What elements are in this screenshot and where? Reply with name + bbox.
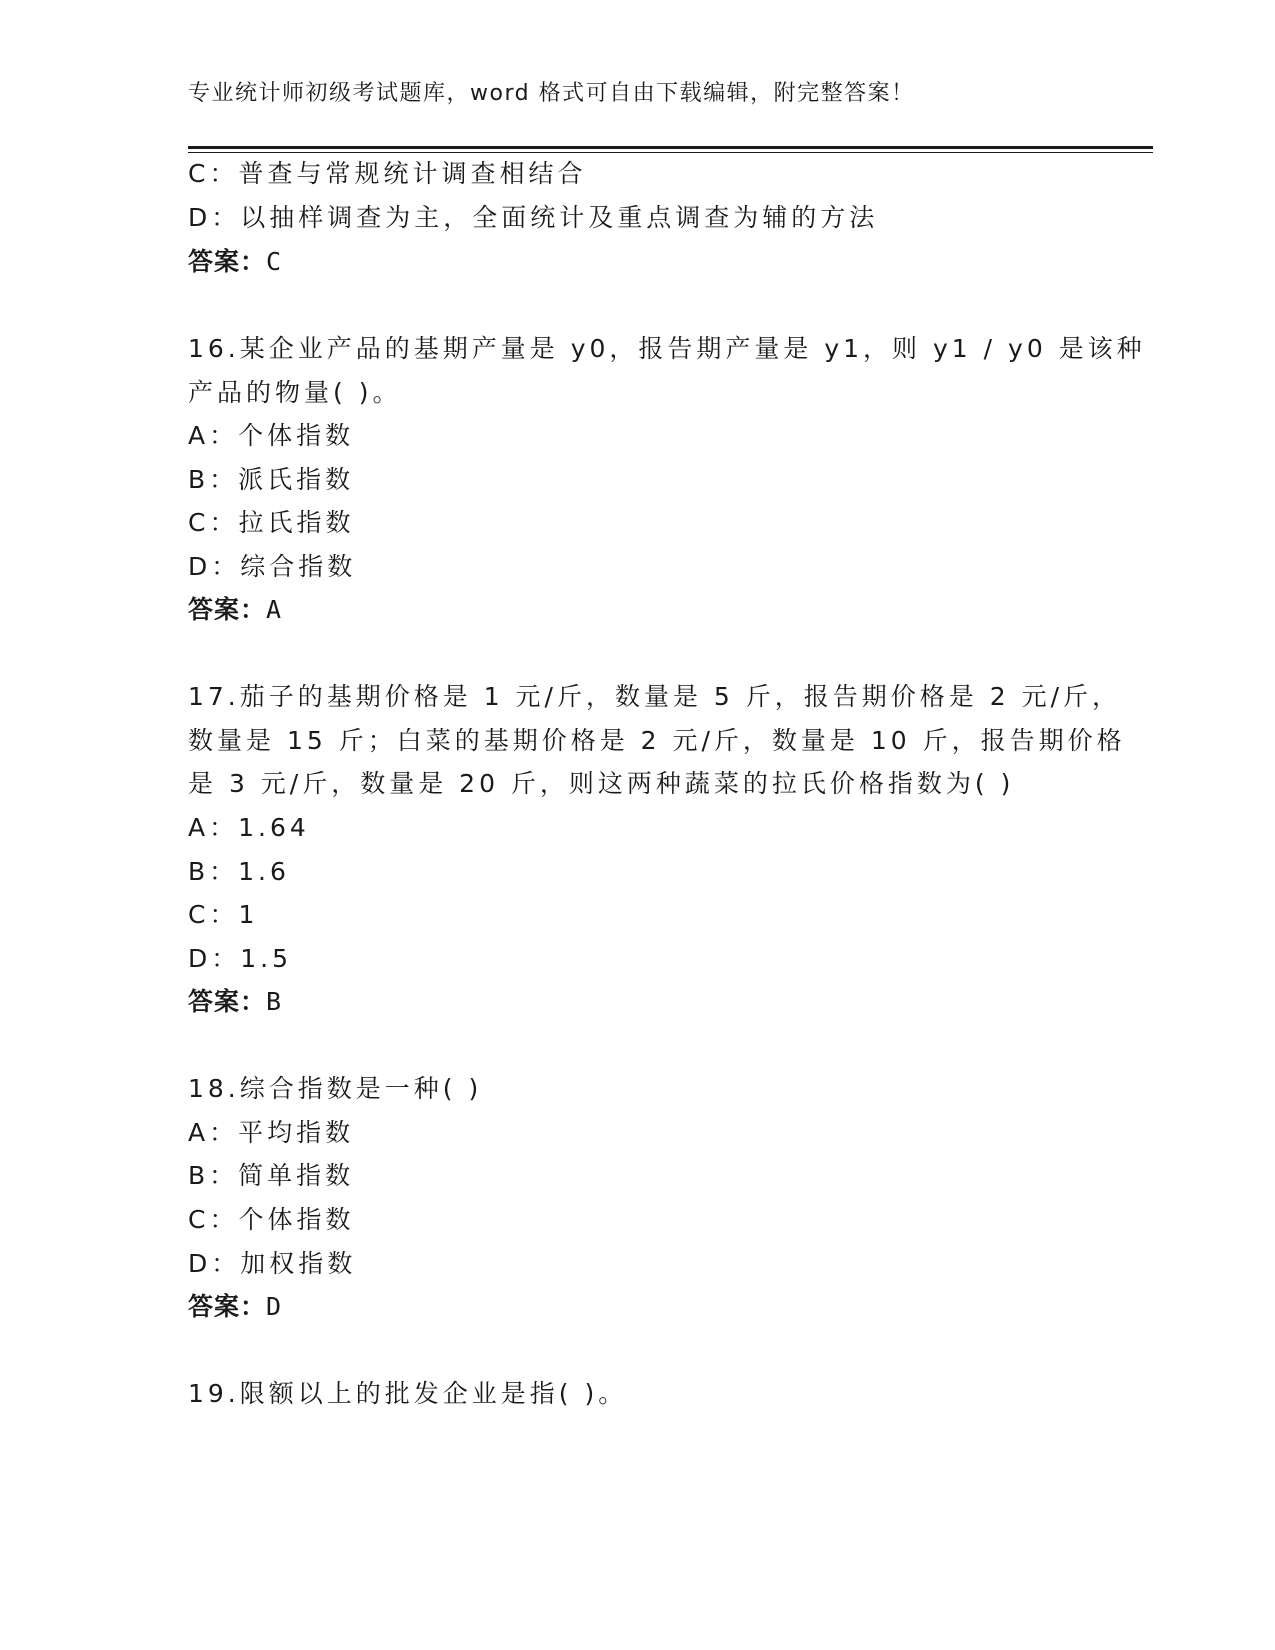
q16-answer-value: A bbox=[266, 595, 283, 624]
header-rule-thin bbox=[188, 152, 1153, 153]
q18-stem-line1: 18.综合指数是一种( ) bbox=[188, 1074, 483, 1103]
q15-answer bbox=[188, 246, 282, 278]
q18-answer-label: 答案： bbox=[188, 1292, 267, 1321]
q16-option-b: B：派氏指数 bbox=[188, 465, 355, 494]
q16-stem-line1: 16.某企业产品的基期产量是 y0，报告期产量是 y1，则 y1 / y0 是该种 bbox=[188, 334, 1146, 363]
q16-option-c: C：拉氏指数 bbox=[188, 508, 355, 537]
q16-option-d: D：综合指数 bbox=[188, 552, 357, 581]
q17-answer-label: 答案： bbox=[188, 987, 267, 1016]
q18-answer-value: D bbox=[266, 1292, 283, 1321]
q18-answer bbox=[188, 1291, 282, 1323]
q16-stem-line2: 产品的物量( )。 bbox=[188, 378, 402, 407]
q18-option-a: A：平均指数 bbox=[188, 1118, 355, 1147]
q16-answer bbox=[188, 594, 282, 626]
q15-answer-value: C bbox=[266, 247, 283, 276]
q16-answer-label: 答案： bbox=[188, 595, 267, 624]
q17-answer-value: B bbox=[266, 987, 283, 1016]
q18-option-c: C：个体指数 bbox=[188, 1205, 355, 1234]
q15-answer-label: 答案： bbox=[188, 247, 267, 276]
q17-stem-line2: 数量是 15 斤；白菜的基期价格是 2 元/斤，数量是 10 斤，报告期价格 bbox=[188, 726, 1126, 755]
q15-option-d: D：以抽样调查为主，全面统计及重点调查为辅的方法 bbox=[188, 203, 879, 232]
q17-option-d: D：1.5 bbox=[188, 944, 293, 973]
q17-option-a: A：1.64 bbox=[188, 813, 310, 842]
q18-option-d: D：加权指数 bbox=[188, 1249, 357, 1278]
header-rule-thick bbox=[188, 146, 1153, 149]
q15-option-c: C：普查与常规统计调查相结合 bbox=[188, 159, 587, 188]
q16-option-a: A：个体指数 bbox=[188, 421, 355, 450]
q17-stem-line1: 17.茄子的基期价格是 1 元/斤，数量是 5 斤，报告期价格是 2 元/斤， bbox=[188, 682, 1122, 711]
q17-option-c: C：1 bbox=[188, 900, 259, 929]
q19-stem-line1: 19.限额以上的批发企业是指( )。 bbox=[188, 1379, 628, 1408]
q17-stem-line3: 是 3 元/斤，数量是 20 斤，则这两种蔬菜的拉氏价格指数为( ) bbox=[188, 769, 1015, 798]
q18-option-b: B：简单指数 bbox=[188, 1161, 355, 1190]
q17-answer bbox=[188, 986, 282, 1018]
q17-option-b: B：1.6 bbox=[188, 857, 290, 886]
page-header-note: 专业统计师初级考试题库，word 格式可自由下载编辑，附完整答案！ bbox=[188, 81, 915, 106]
